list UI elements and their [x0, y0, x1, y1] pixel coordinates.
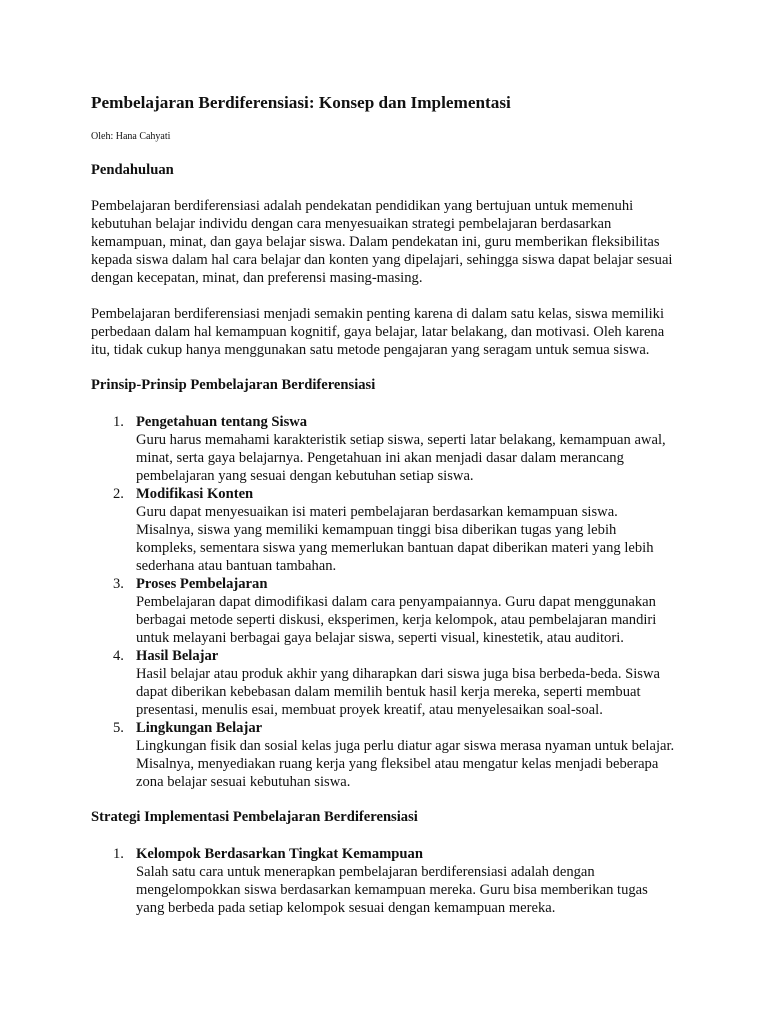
strategies-list	[91, 845, 678, 917]
principles-list	[91, 413, 678, 791]
section-heading-strategies: Strategi Implementasi Pembelajaran Berdiferensiasi	[91, 809, 418, 825]
list-item-number: 1.	[113, 846, 124, 862]
list-item	[91, 485, 678, 575]
list-item-body: Guru dapat menyesuaikan isi materi pembelajaran berdasarkan kemampuan siswa. Misalnya, siswa yang memiliki kemampuan tinggi bisa diberikan tugas yang lebih kompleks, sementara siswa yang memerlukan bantuan dapat diberikan materi yang lebih sederhana atau bantuan tambahan.	[136, 504, 654, 574]
section-heading-intro: Pendahuluan	[91, 162, 174, 178]
list-item	[91, 575, 678, 647]
list-item-number: 3.	[113, 576, 124, 592]
list-item-body: Salah satu cara untuk menerapkan pembelajaran berdiferensiasi adalah dengan mengelompokkan siswa berdasarkan kemampuan mereka. Guru bisa memberikan tugas yang berbeda pada setiap kelompok sesuai dengan kemampuan mereka.	[136, 864, 648, 916]
document-title: Pembelajaran Berdiferensiasi: Konsep dan Implementasi	[91, 93, 511, 112]
section-heading-principles: Prinsip-Prinsip Pembelajaran Berdiferensiasi	[91, 377, 376, 393]
intro-paragraph-2: Pembelajaran berdiferensiasi menjadi semakin penting karena di dalam satu kelas, siswa memiliki perbedaan dalam hal kemampuan kognitif, gaya belajar, latar belakang, dan motivasi. Oleh karena itu, tidak cukup hanya menggunakan satu metode pengajaran yang seragam untuk semua siswa.	[91, 306, 665, 358]
list-item-number: 2.	[113, 486, 124, 502]
list-item	[91, 845, 678, 917]
list-item-body: Lingkungan fisik dan sosial kelas juga perlu diatur agar siswa merasa nyaman untuk belajar. Misalnya, menyediakan ruang kerja yang fleksibel atau mengatur kelas menjadi beberapa zona belajar sesuai kebutuhan siswa.	[136, 738, 675, 790]
list-item-title: Pengetahuan tentang Siswa	[136, 414, 308, 430]
list-item-title: Lingkungan Belajar	[136, 720, 263, 736]
list-item-title: Proses Pembelajaran	[136, 576, 268, 592]
list-item-title: Modifikasi Konten	[136, 486, 254, 502]
list-item-title: Kelompok Berdasarkan Tingkat Kemampuan	[136, 846, 423, 862]
list-item-body: Pembelajaran dapat dimodifikasi dalam cara penyampaiannya. Guru dapat menggunakan berbagai metode seperti diskusi, eksperimen, kerja kelompok, atau pembelajaran mandiri untuk melayani berbagai gaya belajar siswa, seperti visual, kinestetik, atau auditori.	[136, 594, 657, 646]
list-item-number: 4.	[113, 648, 124, 664]
list-item-title: Hasil Belajar	[136, 648, 219, 664]
list-item-body: Hasil belajar atau produk akhir yang diharapkan dari siswa juga bisa berbeda-beda. Siswa dapat diberikan kebebasan dalam memilih bentuk hasil kerja mereka, seperti membuat presentasi, menulis esai, membuat proyek kreatif, atau menyelesaikan soal-soal.	[136, 666, 660, 718]
list-item	[91, 413, 678, 485]
list-item-body: Guru harus memahami karakteristik setiap siswa, seperti latar belakang, kemampuan awal, minat, serta gaya belajarnya. Pengetahuan ini akan menjadi dasar dalam merancang pembelajaran yang sesuai dengan kebutuhan setiap siswa.	[136, 432, 666, 484]
list-item	[91, 719, 678, 791]
author-line: Oleh: Hana Cahyati	[91, 131, 171, 142]
list-item-number: 1.	[113, 414, 124, 430]
list-item-number: 5.	[113, 720, 124, 736]
list-item	[91, 647, 678, 719]
intro-paragraph-1: Pembelajaran berdiferensiasi adalah pendekatan pendidikan yang bertujuan untuk memenuhi kebutuhan belajar individu dengan cara menyesuaikan strategi pembelajaran berdasarkan kemampuan, minat, dan gaya belajar siswa. Dalam pendekatan ini, guru memberikan fleksibilitas kepada siswa dalam hal cara belajar dan konten yang dipelajari, sehingga siswa dapat belajar sesuai dengan kecepatan, minat, dan preferensi masing-masing.	[91, 198, 673, 286]
